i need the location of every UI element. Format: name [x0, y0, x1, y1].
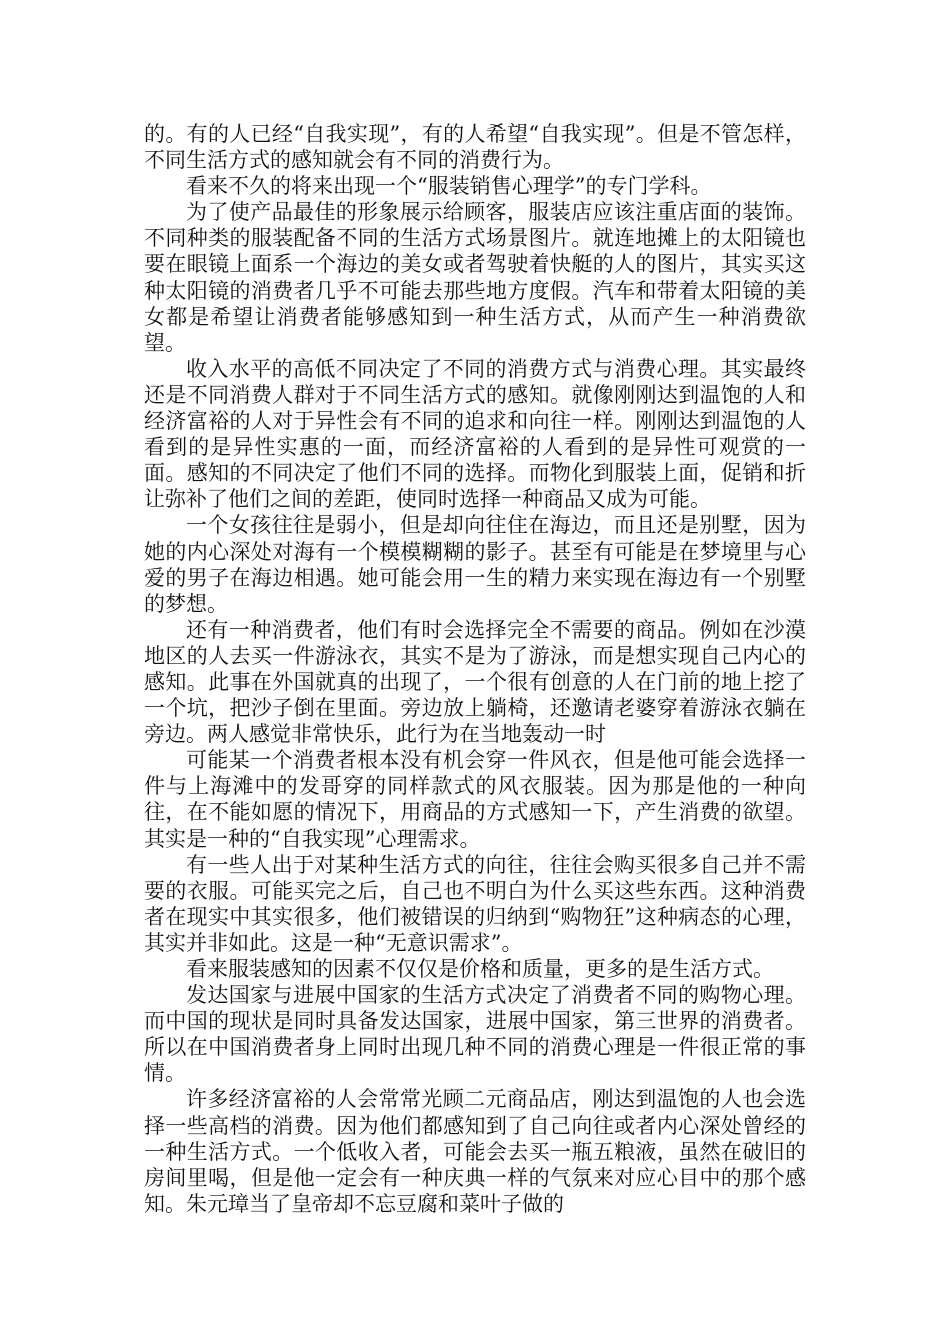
paragraph-4: 收入水平的高低不同决定了不同的消费方式与消费心理。其实最终还是不同消费人群对于不同生活方式的感知。就像刚刚达到温饱的人和经济富裕的人对于异性会有不同的追求和向往一样。刚刚达到温饱的人看到的是异性实惠的一面，而经济富裕的人看到的是异性可观赏的一面。感知的不同决定了他们不同的选择。而物化到服装上面，促销和折让弥补了他们之间的差距，使同时选择一种商品又成为可能。 [144, 356, 806, 512]
paragraph-7: 可能某一个消费者根本没有机会穿一件风衣，但是他可能会选择一件与上海滩中的发哥穿的同样款式的风衣服装。因为那是他的一种向往，在不能如愿的情况下，用商品的方式感知一下，产生消费的欲望。其实是一种的“自我实现”心理需求。 [144, 748, 806, 851]
paragraph-6: 还有一种消费者，他们有时会选择完全不需要的商品。例如在沙漠地区的人去买一件游泳衣，其实不是为了游泳，而是想实现自己内心的感知。此事在外国就真的出现了，一个很有创意的人在门前的地上挖了一个坑，把沙子倒在里面。旁边放上躺椅，还邀请老婆穿着游泳衣躺在旁边。两人感觉非常快乐，此行为在当地轰动一时 [144, 617, 806, 747]
paragraph-10: 发达国家与进展中国家的生活方式决定了消费者不同的购物心理。而中国的现状是同时具备发达国家，进展中国家，第三世界的消费者。所以在中国消费者身上同时出现几种不同的消费心理是一件很正常的事情。 [144, 983, 806, 1086]
paragraph-2: 看来不久的将来出现一个“服装销售心理学”的专门学科。 [186, 174, 712, 199]
paragraph-5: 一个女孩往往是弱小，但是却向往住在海边，而且还是别墅，因为她的内心深处对海有一个模模糊糊的影子。甚至有可能是在梦境里与心爱的男子在海边相遇。她可能会用一生的精力来实现在海边有一个别墅的梦想。 [144, 513, 806, 616]
paragraph-8: 有一些人出于对某种生活方式的向往，往往会购买很多自己并不需要的衣服。可能买完之后，自己也不明白为什么买这些东西。这种消费者在现实中其实很多，他们被错误的归纳到“购物狂”这种病态的心理，其实并非如此。这是一种“无意识需求”。 [144, 852, 806, 955]
document-page [144, 121, 806, 1217]
paragraph-3: 为了使产品最佳的形象展示给顾客，服装店应该注重店面的装饰。不同种类的服装配备不同的生活方式场景图片。就连地摊上的太阳镜也要在眼镜上面系一个海边的美女或者驾驶着快艇的人的图片，其实买这种太阳镜的消费者几乎不可能去那些地方度假。汽车和带着太阳镜的美女都是希望让消费者能够感知到一种生活方式，从而产生一种消费欲望。 [144, 200, 806, 355]
paragraph-9: 看来服装感知的因素不仅仅是价格和质量，更多的是生活方式。 [186, 957, 774, 981]
paragraph-1: 的。有的人已经“自我实现”，有的人希望“自我实现”。但是不管怎样，不同生活方式的感知就会有不同的消费行为。 [144, 122, 806, 173]
paragraph-11: 许多经济富裕的人会常常光顾二元商品店，刚达到温饱的人也会选择一些高档的消费。因为他们都感知到了自己向往或者内心深处曾经的一种生活方式。一个低收入者，可能会去买一瓶五粮液，虽然在破旧的房间里喝，但是他一定会有一种庆典一样的气氛来对应心目中的那个感知。朱元璋当了皇帝却不忘豆腐和菜叶子做的 [144, 1087, 806, 1216]
